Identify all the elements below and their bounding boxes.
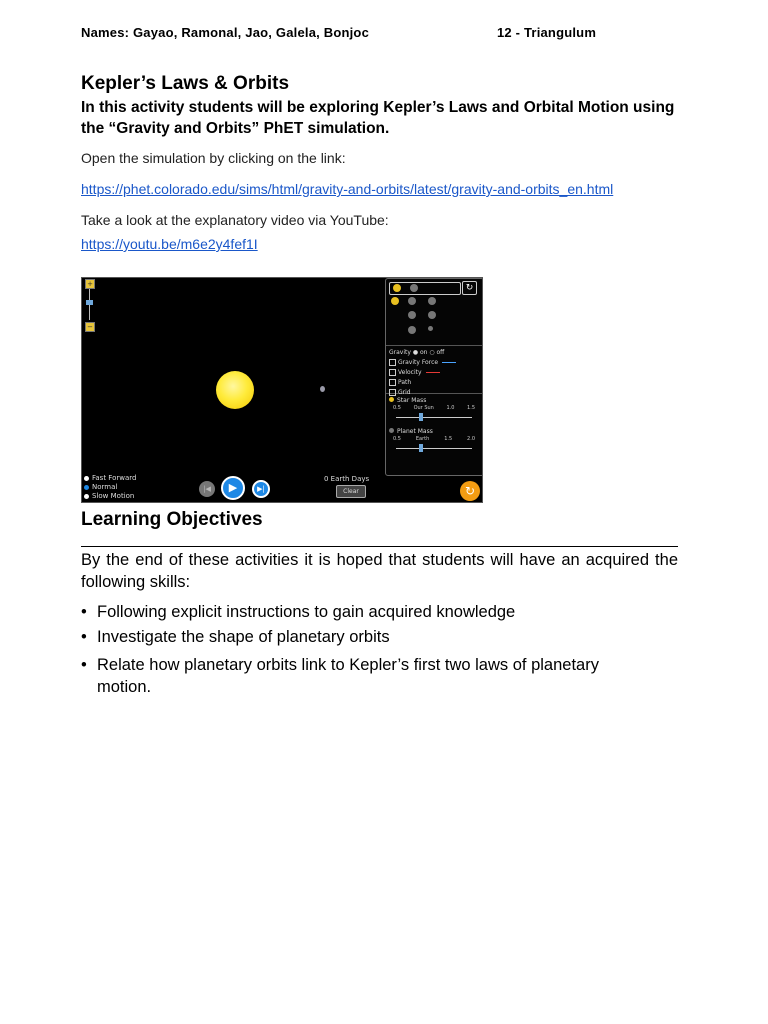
tick-label: 0.5 <box>393 436 401 442</box>
radio-icon <box>84 476 89 481</box>
zoom-slider <box>85 278 95 332</box>
tick-label: 1.0 <box>446 405 455 411</box>
checkbox-icon <box>389 369 396 376</box>
planet-mass-text: Planet Mass <box>397 428 433 435</box>
control-panel <box>385 278 483 476</box>
display-options <box>386 346 483 394</box>
open-sim-text: Open the simulation by clicking on the link: <box>81 150 346 166</box>
heading-underline <box>81 546 678 547</box>
checkbox-icon <box>389 379 396 386</box>
mass-sliders <box>386 394 483 474</box>
speed-label: Slow Motion <box>92 492 135 500</box>
satellite-icon <box>428 326 433 331</box>
option-label: Gravity ● on ○ off <box>389 349 445 356</box>
speed-label: Fast Forward <box>92 474 137 482</box>
speed-normal <box>84 483 136 492</box>
zoom-knob <box>86 300 93 305</box>
moon-icon <box>428 297 436 305</box>
zoom-in-icon: + <box>85 279 95 289</box>
tick-label: Earth <box>415 436 430 442</box>
tick-label: 1.5 <box>444 436 453 442</box>
option-velocity <box>389 368 483 378</box>
tick-label: 1.5 <box>467 405 475 411</box>
planet-mass-knob <box>419 444 423 452</box>
objective-text: Relate how planetary orbits link to Kepler’s first two laws of planetary motion. <box>97 656 599 696</box>
option-label: Grid <box>398 389 411 396</box>
list-item <box>81 626 681 654</box>
option-label: Gravity Force <box>398 359 439 366</box>
days-readout: 0 Earth Days <box>324 475 370 483</box>
radio-icon <box>84 494 89 499</box>
force-arrow-icon <box>442 362 456 363</box>
speed-fast-forward <box>84 474 136 483</box>
simulation-link[interactable]: https://phet.colorado.edu/sims/html/gravity-and-orbits/latest/gravity-and-orbits_en.html <box>81 181 614 197</box>
clear-button: Clear <box>336 485 366 498</box>
intro-paragraph: In this activity students will be exploring Kepler’s Laws and Orbital Motion using the “Gravity and Orbits” PhET simulation. <box>81 99 675 137</box>
planet-mass-label <box>389 428 433 435</box>
option-path <box>389 378 483 388</box>
play-icon: ▶ <box>221 476 245 500</box>
scene-selector <box>386 279 483 346</box>
tick-label: 2.0 <box>467 436 475 442</box>
star-mass-ticks <box>393 405 475 411</box>
radio-selected-icon <box>84 485 89 490</box>
header-section: 12 - Triangulum <box>497 25 597 40</box>
tick-label: 0.5 <box>393 405 401 411</box>
list-item <box>81 654 637 698</box>
step-forward-icon: ▶| <box>252 480 270 498</box>
reset-all-icon: ↻ <box>460 481 480 501</box>
option-gravity <box>389 348 483 358</box>
earth-icon <box>389 428 394 433</box>
bullet-icon: • <box>81 628 87 646</box>
earth-icon <box>408 311 416 319</box>
objective-text: Following explicit instructions to gain acquired knowledge <box>97 603 516 621</box>
planet <box>320 386 325 392</box>
document-title: Kepler’s Laws & Orbits <box>81 73 290 94</box>
reset-scene-icon: ↻ <box>462 281 477 295</box>
objectives-intro: By the end of these activities it is hoped that students will have an acquired the following skills: <box>81 551 678 591</box>
list-item <box>81 601 681 626</box>
sun-icon <box>393 284 401 292</box>
speed-slow-motion <box>84 492 136 501</box>
rewind-icon: |◀ <box>199 481 215 497</box>
velocity-arrow-icon <box>426 372 440 373</box>
objective-text: Investigate the shape of planetary orbits <box>97 628 390 646</box>
speed-options <box>84 474 136 501</box>
tick-label: Our Sun <box>413 405 434 411</box>
option-label: Path <box>398 379 412 386</box>
scene-box <box>389 282 461 295</box>
earth-icon <box>408 297 416 305</box>
objectives-list <box>81 601 681 698</box>
sun-icon <box>389 397 394 402</box>
bullet-icon: • <box>81 656 87 674</box>
zoom-out-icon: − <box>85 322 95 332</box>
objectives-heading: Learning Objectives <box>81 509 263 530</box>
bullet-icon: • <box>81 603 87 621</box>
option-label: Velocity <box>398 369 422 376</box>
satellite-icon <box>428 311 436 319</box>
planet-mass-ticks <box>393 436 475 442</box>
planet-mass-track <box>396 448 472 449</box>
checkbox-icon <box>389 359 396 366</box>
moon-icon <box>408 326 416 334</box>
star-mass-label <box>389 397 426 404</box>
option-gravity-force <box>389 358 483 368</box>
earth-icon <box>410 284 418 292</box>
sun-icon <box>391 297 399 305</box>
simulation-screenshot <box>81 277 483 503</box>
youtube-link[interactable]: https://youtu.be/m6e2y4fef1I <box>81 236 258 252</box>
speed-label: Normal <box>92 483 118 491</box>
sun-star <box>216 371 254 409</box>
star-mass-text: Star Mass <box>397 397 427 404</box>
header-names: Names: Gayao, Ramonal, Jao, Galela, Bonjoc <box>81 25 369 40</box>
star-mass-track <box>396 417 472 418</box>
star-mass-knob <box>419 413 423 421</box>
video-text: Take a look at the explanatory video via YouTube: <box>81 212 389 228</box>
